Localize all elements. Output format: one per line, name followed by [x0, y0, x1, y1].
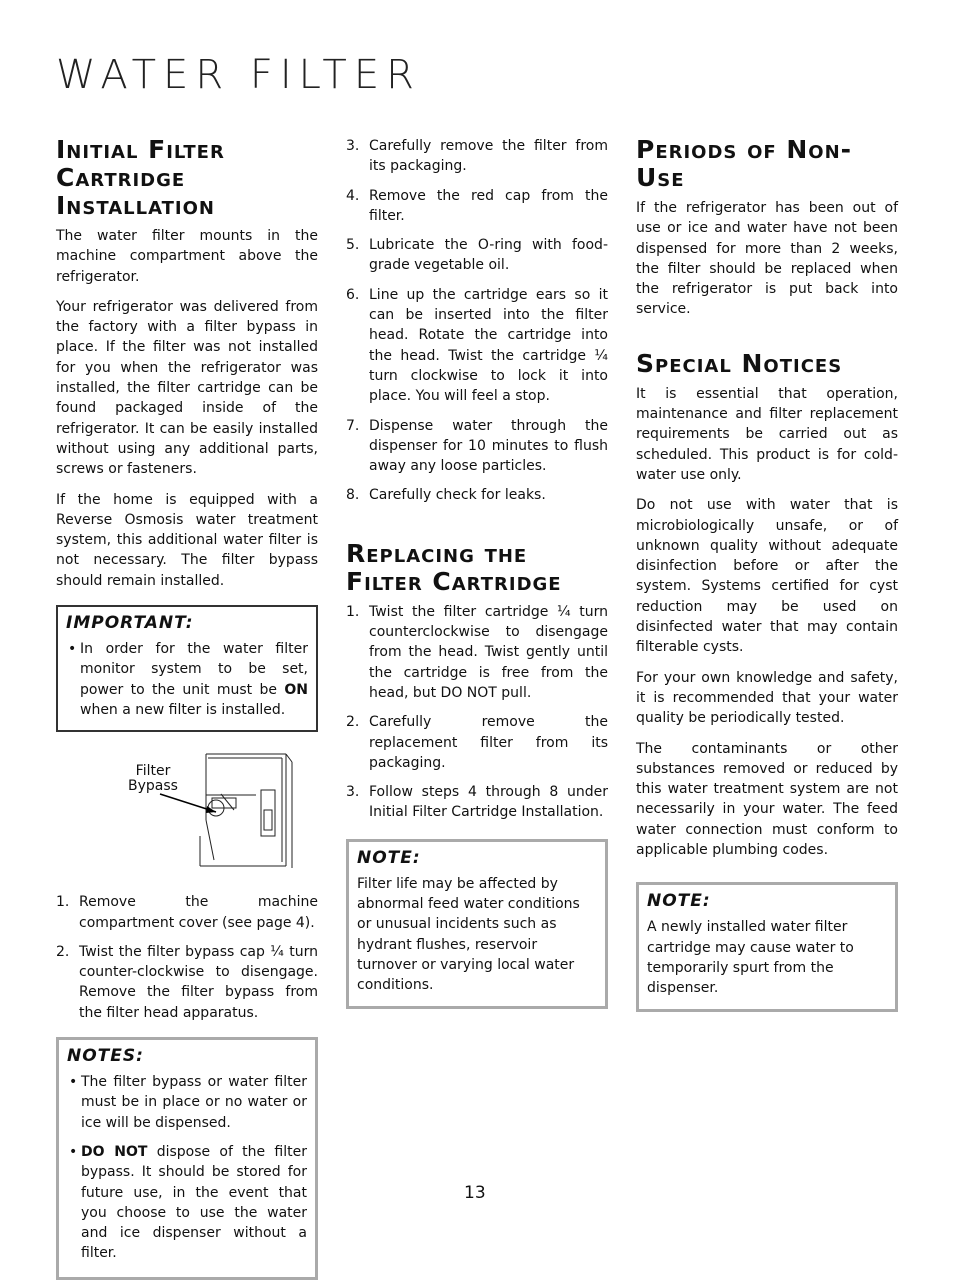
step-item — [346, 485, 608, 505]
step-text: Carefully remove the replacement filter from its packaging. — [369, 714, 608, 771]
paragraph: Your refrigerator was delivered from the factory with a filter bypass in place. If the filter was not installed for you when the refrigerator was installed, the filter cartridge can be found packaged inside of the refrigerator. It can be easily installed without using any additional parts, screws or fasteners. — [56, 298, 318, 478]
step-text: Line up the cartridge ears so it can be inserted into the filter head. Rotate the cartridge into the head. Twist the cartridge ¼ turn clockwise to lock it into place. You will feel a stop. — [369, 286, 608, 405]
step-text: Carefully remove the filter from its packaging. — [369, 138, 608, 175]
steps-list-1 — [56, 892, 318, 1023]
step-item — [346, 285, 608, 407]
important-on: ON — [284, 681, 308, 698]
steps-list-2 — [346, 136, 608, 506]
step-item — [56, 942, 318, 1023]
notes-text: dispose of the filter bypass. It should be stored for future use, in the event that you choose to use the water and ice dispenser without a filter. — [81, 1143, 307, 1262]
page-title: WATER FILTER — [56, 52, 421, 98]
important-title: IMPORTANT: — [66, 613, 194, 634]
filter-bypass-figure — [56, 750, 318, 880]
page-number: 13 — [464, 1183, 486, 1203]
note-box — [636, 882, 898, 1011]
paragraph: The contaminants or other substances removed or reduced by this water treatment system are not necessarily in your water. The feed water connection must conform to applicable plumbing codes. — [636, 740, 898, 859]
step-item — [346, 416, 608, 477]
step-item — [346, 136, 608, 177]
step-text: Dispense water through the dispenser for 10 minutes to flush away any loose particles. — [369, 417, 608, 475]
step-text: Carefully check for leaks. — [369, 487, 546, 504]
paragraph: The water filter mounts in the machine compartment above the refrigerator. — [56, 228, 318, 285]
paragraph: Do not use with water that is microbiologically unsafe, or of unknown quality without adequate disinfection before or after the system. Systems certified for cyst reduction may be used on disinfected water that may contain filterable cysts. — [636, 497, 898, 656]
step-text: Twist the filter bypass cap ¼ turn counter-clockwise to disengage. Remove the filter bypass from the filter head apparatus. — [79, 943, 318, 1021]
step-text: Twist the filter cartridge ¼ turn counterclockwise to disengage from the head. Twist gently until the cartridge is free from the head, but DO NOT pull. — [369, 603, 608, 701]
notes-title: NOTES: — [67, 1046, 144, 1067]
paragraph: It is essential that operation, maintenance and filter replacement requirements be carried out as scheduled. This product is for cold-water use only. — [636, 385, 898, 483]
note-text: Filter life may be affected by abnormal feed water conditions or unusual incidents such as hydrant flushes, reservoir turnover or varying local water conditions. — [357, 875, 580, 994]
column-3 — [636, 136, 898, 1012]
important-item — [66, 639, 308, 720]
step-number: 2. — [346, 714, 360, 731]
heading-initial-installation: Initial Filter Cartridge Installation — [56, 135, 225, 220]
figure-label: Filter Bypass — [128, 763, 178, 795]
step-number: 4. — [346, 187, 360, 204]
step-item — [346, 712, 608, 773]
note-box — [346, 839, 608, 1009]
step-number: 8. — [346, 487, 360, 504]
notes-item: • The filter bypass or water filter must be in place or no water or ice will be dispensed. — [67, 1072, 307, 1133]
paragraph: If the home is equipped with a Reverse Osmosis water treatment system, this additional water filter is not necessary. The filter bypass should remain installed. — [56, 491, 318, 589]
step-text: Remove the machine compartment cover (see page 4). — [79, 894, 318, 931]
step-item — [346, 602, 608, 703]
step-text: Remove the red cap from the filter. — [369, 187, 608, 224]
step-number: 7. — [346, 417, 360, 434]
notes-box — [56, 1037, 318, 1280]
step-number: 3. — [346, 138, 360, 154]
steps-list-3 — [346, 602, 608, 823]
heading-special-notices: Special Notices — [636, 348, 843, 378]
paragraph: For your own knowledge and safety, it is recommended that your water quality be periodically tested. — [636, 669, 898, 727]
step-number: 2. — [56, 943, 70, 960]
note-title: NOTE: — [647, 891, 711, 912]
note-title: NOTE: — [357, 847, 421, 868]
step-number: 3. — [346, 784, 360, 801]
heading-periods-non-use: Periods of Non-Use — [636, 135, 853, 192]
filter-bypass-illustration — [56, 750, 318, 880]
step-text: Follow steps 4 through 8 under Initial Filter Cartridge Installation. — [369, 784, 608, 821]
paragraph: If the refrigerator has been out of use or ice and water have not been dispensed for more than 2 weeks, the filter should be replaced when the refrigerator is put back into service. — [636, 200, 898, 318]
column-1 — [56, 136, 318, 1280]
step-number: 5. — [346, 237, 360, 254]
important-text: when a new filter is installed. — [80, 701, 286, 718]
step-item — [346, 782, 608, 823]
step-text: Lubricate the O-ring with food-grade vegetable oil. — [369, 237, 608, 274]
important-text: In order for the water filter monitor system to be set, power to the unit must be — [80, 641, 308, 698]
notes-item — [67, 1142, 307, 1264]
step-item — [56, 892, 318, 933]
step-item — [346, 235, 608, 276]
column-2 — [346, 136, 608, 1009]
important-box — [56, 605, 318, 732]
notes-bold: DO NOT — [81, 1143, 148, 1160]
step-number: 1. — [56, 894, 70, 911]
step-item — [346, 186, 608, 227]
note-text: A newly installed water filter cartridge may cause water to temporarily spurt from the dispenser. — [647, 919, 854, 997]
heading-replacing-filter: Replacing the Filter Cartridge — [346, 538, 562, 596]
step-number: 1. — [346, 603, 360, 620]
step-number: 6. — [346, 286, 360, 303]
